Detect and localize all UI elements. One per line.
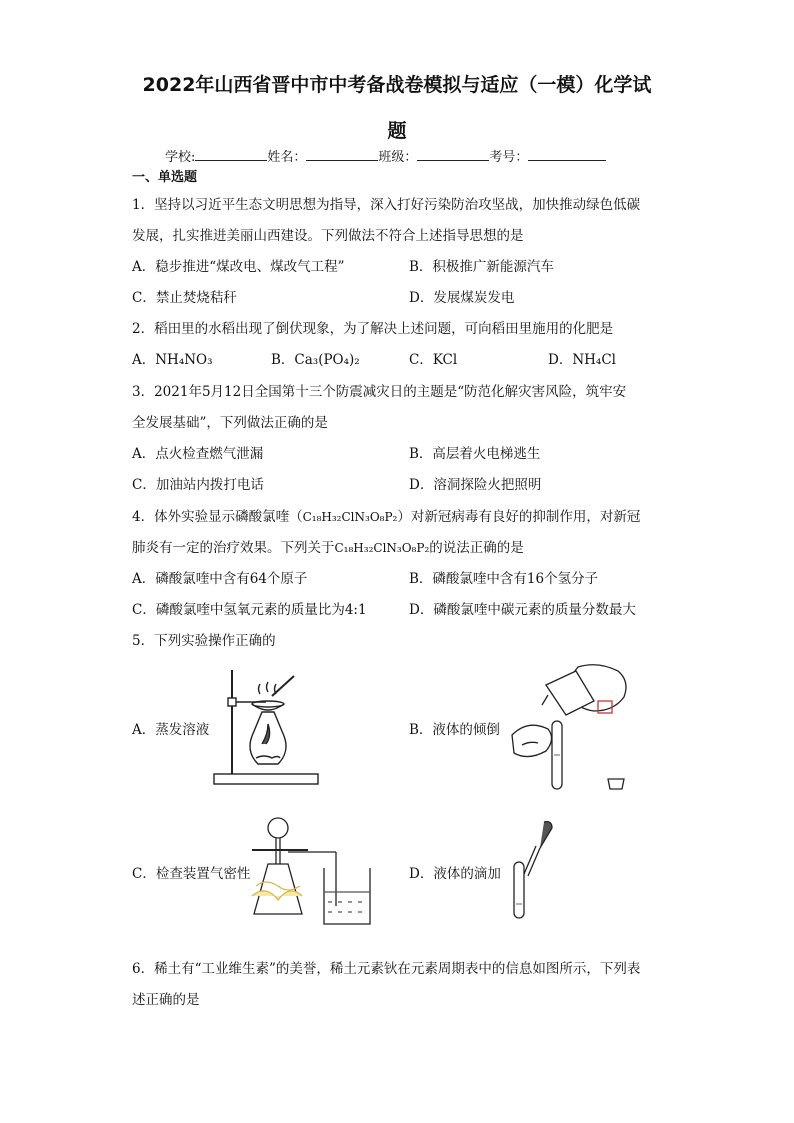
school-label: 学校: — [165, 150, 196, 165]
q1-option-d: D．发展煤炭发电 — [409, 290, 515, 306]
q4-option-c: C．磷酸氯喹中氢氧元素的质量比为4:1 — [132, 602, 367, 618]
exam-no-label: 考号： — [489, 150, 529, 165]
q3-option-b: B．高层着火电梯逃生 — [409, 446, 541, 462]
q5-option-b: B．液体的倾倒 — [409, 722, 500, 738]
q4-stem-line2 — [132, 536, 524, 556]
q4-option-b: B．磷酸氯喹中含有16个氢分子 — [409, 571, 599, 587]
q4-stem-part3: 肺炎有一定的治疗效果。下列关于 — [132, 540, 335, 556]
q1-option-c: C．禁止焚烧秸秆 — [132, 290, 237, 306]
section-heading: 一、单选题 — [132, 170, 198, 185]
q2-stem: 2．稻田里的水稻出现了倒伏现象，为了解决上述问题，可向稻田里施用的化肥是 — [132, 321, 614, 337]
q3-option-c: C．加油站内拨打电话 — [132, 477, 264, 493]
student-info-row — [165, 146, 606, 165]
q4-option-d: D．磷酸氯喹中碳元素的质量分数最大 — [409, 602, 636, 618]
document-title: 2022年山西省晋中市中考备战卷模拟与适应（一模）化学试 — [142, 74, 652, 96]
q4-formula: C₁₈H₃₂ClN₃O₈P₂ — [302, 510, 398, 524]
q5-option-c: C．检查装置气密性 — [132, 866, 251, 882]
q4-formula-repeat: C₁₈H₃₂ClN₃O₈P₂ — [334, 541, 430, 555]
dropper-figure — [508, 818, 558, 922]
q2-option-d: D．NH₄Cl — [548, 352, 616, 368]
exam-no-blank — [528, 148, 606, 161]
q5-stem: 5．下列实验操作正确的 — [132, 633, 276, 649]
q5-option-a: A．蒸发溶液 — [132, 722, 210, 738]
q3-option-d: D．溶洞探险火把照明 — [409, 477, 542, 493]
q3-option-a: A．点火检查燃气泄漏 — [132, 446, 264, 462]
q3-stem-line1: 3．2021年5月12日全国第十三个防震减灾日的主题是“防范化解灾害风险，筑牢安 — [132, 384, 627, 400]
q2-option-a: A．NH₄NO₃ — [132, 352, 213, 368]
school-blank — [195, 148, 267, 161]
q1-option-a: A．稳步推进“煤改电、煤改气工程” — [132, 259, 345, 275]
q1-option-b: B．积极推广新能源汽车 — [409, 259, 554, 275]
q3-stem-line2: 全发展基础”，下列做法正确的是 — [132, 415, 328, 431]
q4-stem-part1: 4．体外实验显示磷酸氯喹（ — [132, 509, 303, 525]
q6-stem-line1: 6．稀土有“工业维生素”的美誉，稀土元素钬在元素周期表中的信息如图所示，下列表 — [132, 961, 641, 977]
q1-stem-line2: 发展，扎实推进美丽山西建设。下列做法不符合上述指导思想的是 — [132, 228, 524, 244]
document-title-continued: 题 — [387, 120, 407, 142]
name-blank — [306, 148, 378, 161]
q6-stem-line2: 述正确的是 — [132, 992, 200, 1008]
q4-stem-part2: ）对新冠病毒有良好的抑制作用，对新冠 — [397, 509, 641, 525]
liquid-pouring-figure — [508, 655, 636, 795]
q4-stem-line1 — [132, 505, 640, 525]
airtightness-check-figure — [248, 812, 380, 928]
q2-option-b: B．Ca₃(PO₄)₂ — [271, 352, 360, 368]
evaporation-apparatus-figure — [212, 666, 324, 788]
class-blank — [417, 148, 489, 161]
name-label: 姓名： — [267, 150, 307, 165]
class-label: 班级： — [378, 150, 418, 165]
q4-stem-part4: 的说法正确的是 — [429, 540, 524, 556]
q5-option-d: D．液体的滴加 — [409, 866, 501, 882]
q4-option-a: A．磷酸氯喹中含有64个原子 — [132, 571, 308, 587]
q1-stem-line1: 1．坚持以习近平生态文明思想为指导，深入打好污染防治攻坚战，加快推动绿色低碳 — [132, 197, 641, 213]
q2-option-c: C．KCl — [409, 352, 458, 368]
